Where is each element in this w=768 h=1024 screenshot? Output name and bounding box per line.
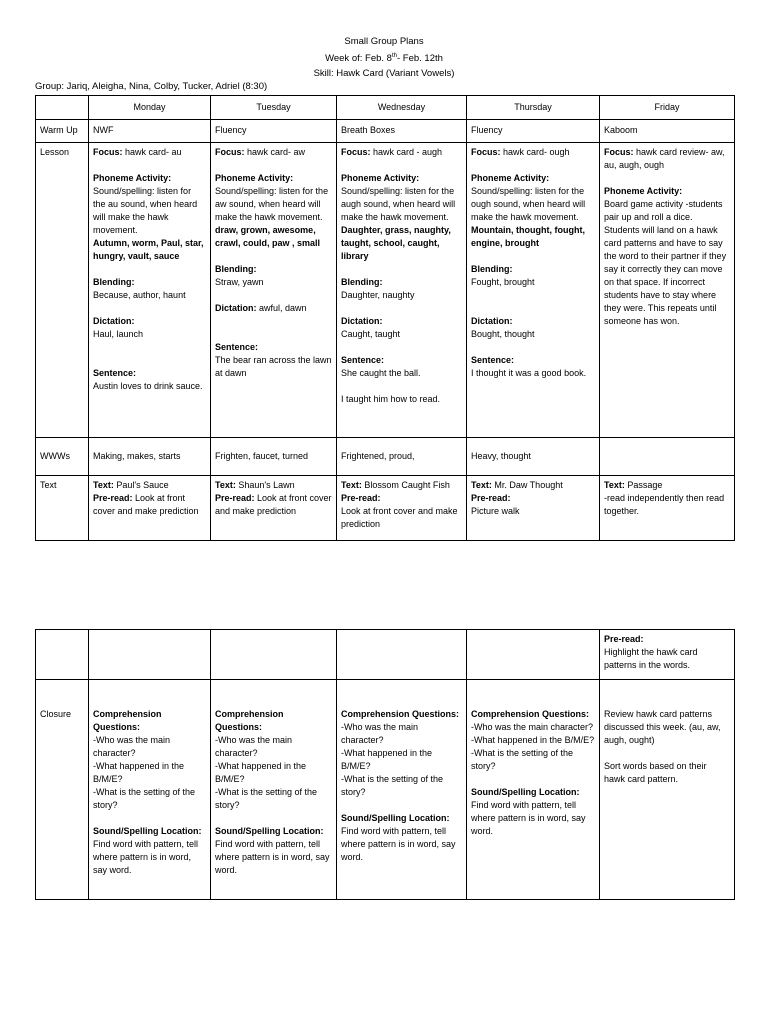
warmup-row: [36, 120, 735, 143]
row-label: Warm Up: [36, 120, 89, 143]
continued-cell-friday: Pre-read: Highlight the hawk card patterns in the words.: [600, 630, 735, 680]
row-label: Lesson: [36, 143, 89, 438]
day-header: Thursday: [467, 96, 600, 120]
wwws-cell: Heavy, thought: [467, 438, 600, 476]
empty-cell: [36, 630, 89, 680]
day-header-row: [36, 96, 735, 120]
text-row: [36, 476, 735, 541]
lesson-cell-tuesday: Focus: hawk card- aw Phoneme Activity: Sound/spelling: listen for the aw sound, when heard will make the hawk movement. draw, grown, awesome, crawl, could, paw , small Blending: Straw, yawn Dictation: awful, dawn Sentence: The bear ran across the lawn at dawn: [211, 143, 337, 438]
warmup-cell: NWF: [89, 120, 211, 143]
group-line: Group: Jariq, Aleigha, Nina, Colby, Tucker, Adriel (8:30): [35, 81, 268, 92]
closure-cell-thursday: Comprehension Questions: -Who was the main character? -What happened in the B/M/E? -What is the setting of the story? Sound/Spelling Location: Find word with pattern, tell where pattern is in word, say word.: [467, 680, 600, 900]
document-header: [0, 34, 768, 81]
row-label: Text: [36, 476, 89, 541]
closure-cell-monday: Comprehension Questions: -Who was the main character? -What happened in the B/M/E? -What is the setting of the story? Sound/Spelling Location: Find word with pattern, tell where pattern is in word, say word.: [89, 680, 211, 900]
lesson-cell-thursday: Focus: hawk card- ough Phoneme Activity: Sound/spelling: listen for the ough sound, when heard will make the hawk movement. Mountain, thought, fought, engine, brought Blending: Fought, brought Dictation: Bought, thought Sentence: I thought it was a good book.: [467, 143, 600, 438]
text-cell-monday: Text: Paul's Sauce Pre-read: Look at front cover and make prediction: [89, 476, 211, 541]
continued-row: [36, 630, 735, 680]
day-header: Friday: [600, 96, 735, 120]
lesson-cell-monday: Focus: hawk card- au Phoneme Activity: Sound/spelling: listen for the au sound, when heard will make the hawk movement. Autumn, worm, Paul, star, hungry, vault, sauce Blending: Because, author, haunt Dictation: Haul, launch Sentence: Austin loves to drink sauce.: [89, 143, 211, 438]
lesson-cell-friday: Focus: hawk card review- aw, au, augh, ough Phoneme Activity: Board game activity -students pair up and roll a dice. Students will land on a hawk card patterns and have to say the word to their partner if they say it correctly they can move on that space. If incorrect students have to stay where they were. This repeats until someone has won.: [600, 143, 735, 438]
closure-cell-tuesday: Comprehension Questions: -Who was the main character? -What happened in the B/M/E? -What is the setting of the story? Sound/Spelling Location: Find word with pattern, tell where pattern is in word, say word.: [211, 680, 337, 900]
wwws-cell: Making, makes, starts: [89, 438, 211, 476]
empty-cell: [467, 630, 600, 680]
week-line: Week of: Feb. 8th- Feb. 12th: [325, 53, 443, 65]
corner-cell: [36, 96, 89, 120]
empty-cell: [89, 630, 211, 680]
lesson-row: [36, 143, 735, 438]
day-header: Monday: [89, 96, 211, 120]
closure-cell-friday: Review hawk card patterns discussed this week. (au, aw, augh, ought) Sort words based on their hawk card pattern.: [600, 680, 735, 900]
warmup-cell: Fluency: [467, 120, 600, 143]
text-cell-thursday: Text: Mr. Daw Thought Pre-read: Picture walk: [467, 476, 600, 541]
day-header: Tuesday: [211, 96, 337, 120]
plan-table-continued: [35, 629, 735, 900]
text-cell-wednesday: Text: Blossom Caught Fish Pre-read: Look at front cover and make prediction: [337, 476, 467, 541]
skill-line: Skill: Hawk Card (Variant Vowels): [313, 68, 455, 80]
plan-table: [35, 95, 735, 541]
doc-title: Small Group Plans: [344, 36, 424, 47]
warmup-cell: Kaboom: [600, 120, 735, 143]
wwws-cell: [600, 438, 735, 476]
text-cell-friday: Text: Passage -read independently then read together.: [600, 476, 735, 541]
empty-cell: [211, 630, 337, 680]
wwws-cell: Frighten, faucet, turned: [211, 438, 337, 476]
lesson-cell-wednesday: Focus: hawk card - augh Phoneme Activity: Sound/spelling: listen for the augh sound, when heard will make the hawk movement. Daughter, grass, naughty, taught, school, caught, library Blending: Daughter, naughty Dictation: Caught, taught Sentence: She caught the ball. I taught him how to read.: [337, 143, 467, 438]
wwws-cell: Frightened, proud,: [337, 438, 467, 476]
empty-cell: [337, 630, 467, 680]
warmup-cell: Breath Boxes: [337, 120, 467, 143]
wwws-row: [36, 438, 735, 476]
row-label: WWWs: [36, 438, 89, 476]
warmup-cell: Fluency: [211, 120, 337, 143]
closure-row: [36, 680, 735, 900]
text-cell-tuesday: Text: Shaun's Lawn Pre-read: Look at front cover and make prediction: [211, 476, 337, 541]
day-header: Wednesday: [337, 96, 467, 120]
row-label: Closure: [36, 680, 89, 900]
closure-cell-wednesday: Comprehension Questions: -Who was the main character? -What happened in the B/M/E? -What is the setting of the story? Sound/Spelling Location: Find word with pattern, tell where pattern is in word, say word.: [337, 680, 467, 900]
